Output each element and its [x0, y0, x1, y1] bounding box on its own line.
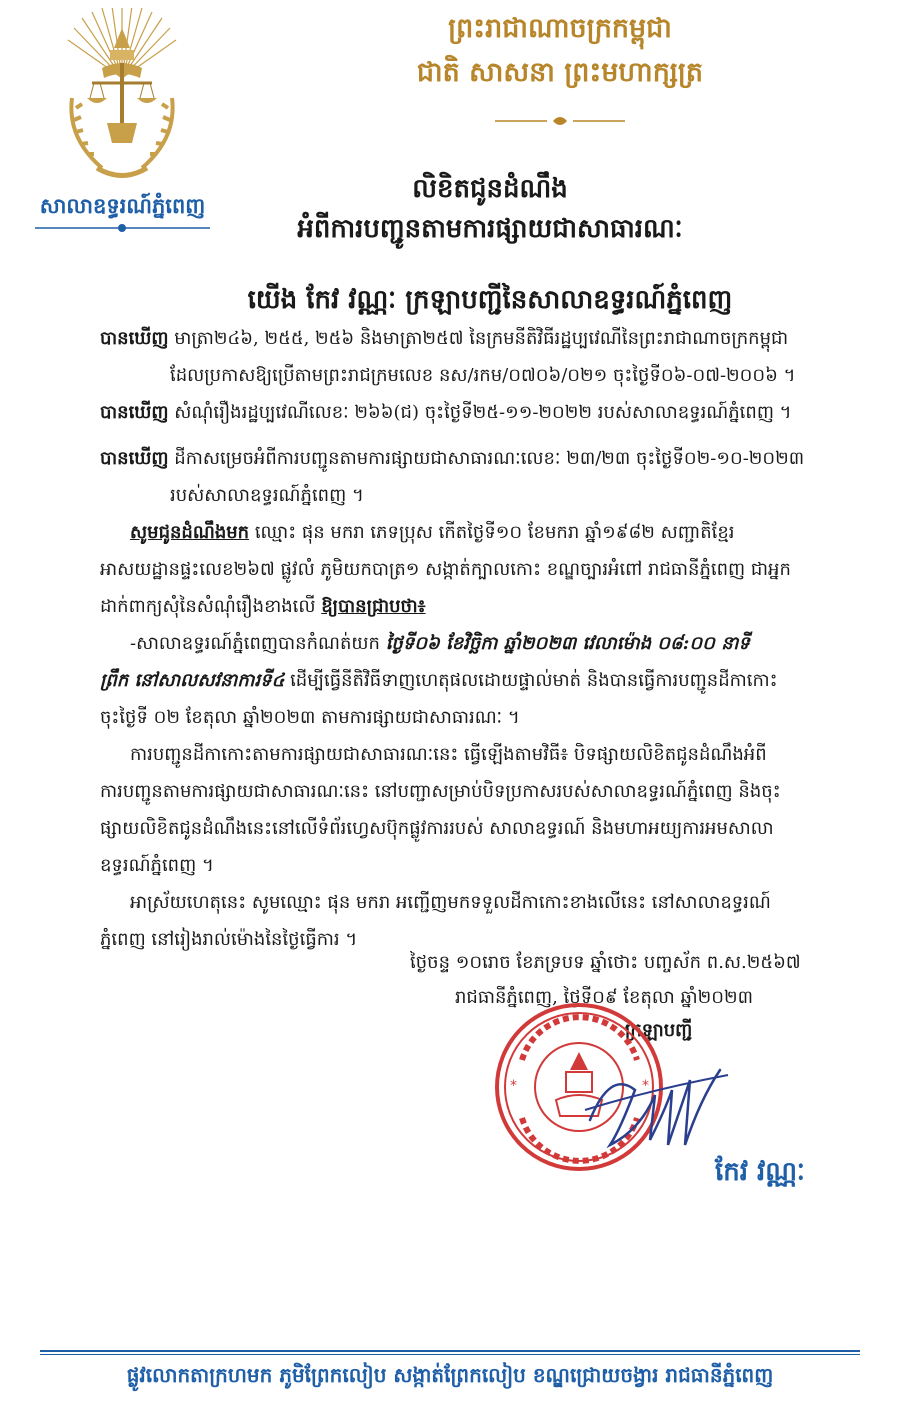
recital-lead: បានឃើញ [100, 328, 169, 349]
svg-text:*: * [642, 1078, 649, 1094]
closing-paragraph: អាស្រ័យហេតុនេះ សូមឈ្មោះ ផុន មករា អញ្ជើញមកទទួលដីកាកោះខាងលើនេះ នៅសាលាឧទ្ធរណ៍ ភ្នំពេញ នៅរៀងរាល់ម៉ោងនៃថ្ងៃធ្វើការ ។ [100, 892, 771, 950]
royal-emblem-logo [62, 8, 182, 188]
notice-paragraph: សូមជូនដំណឹងមក ឈ្មោះ ផុន មករា ភេទប្រុស កើតថ្ងៃទី១០ ខែមករា ឆ្នាំ១៩៨២ សញ្ជាតិខ្មែរ អាសយដ្ឋានផ្ទះលេខ២៦៧ ផ្លូវលំ ភូមិយកបាត្រ១ សង្កាត់ក្បាលកោះ ខណ្ឌច្បារអំពៅ រាជធានីភ្នំពេញ ជាអ្នក ដាក់ពាក្យសុំនៃសំណុំរឿងខាងលើ ឱ្យបានជ្រាបថា៖ [100, 522, 791, 617]
place-date: រាជធានីភ្នំពេញ, ថ្ងៃទី០៩ ខែតុលា ឆ្នាំ២០២៣ [455, 987, 753, 1008]
hearing-paragraph: -សាលាឧទ្ធរណ៍ភ្នំពេញបានកំណត់យក ថ្ងៃទី០៦ ខែវិច្ឆិកា ឆ្នាំ២០២៣ វេលាម៉ោង ០៨:០០ នាទី ព្រឹក នៅសាលសវនាការទី៤ ដើម្បីធ្វើនីតិវិធីទាញហេតុផលដោយផ្ទាល់មាត់ និងបានធ្វើការបញ្ជូនដីកាកោះ ចុះថ្ងៃទី ០២ ខែតុលា ឆ្នាំ២០២៣ តាមការផ្សាយជាសាធារណៈ ។ [100, 633, 778, 728]
lunar-date: ថ្ងៃចន្ទ ១០រោច ខែភទ្របទ ឆ្នាំថោះ បញ្ចស័ក ព.ស.២៥៦៧ [410, 952, 801, 973]
issuer-line: យើង កែវ វណ្ណៈ ក្រឡាបញ្ជីនៃសាលាឧទ្ធរណ៍ភ្នំពេញ [247, 285, 733, 315]
recital-2: បានឃើញ សំណុំរឿងរដ្ឋប្បវេណីលេខៈ ២៦៦(ជ) ចុះថ្ងៃទី២៥-១១-២០២២ របស់សាលាឧទ្ធរណ៍ភ្នំពេញ ។ [100, 402, 792, 423]
court-name: សាលាឧទ្ធរណ៍ភ្នំពេញ [39, 193, 206, 218]
signer-role: ក្រឡាបញ្ជី [625, 1020, 693, 1041]
recital-lead: បានឃើញ [100, 402, 169, 423]
svg-text:*: * [510, 1078, 517, 1094]
recital-lead: បានឃើញ [100, 448, 169, 469]
footer-divider [40, 1354, 860, 1355]
national-motto: ជាតិ សាសនា ព្រះមហាក្សត្រ [416, 57, 704, 88]
footer-address: ផ្លូវលោកតាក្រហមក ភូមិព្រែកលៀប សង្កាត់ព្រែកលៀប ខណ្ឌជ្រោយចង្វារ រាជធានីភ្នំពេញ [126, 1363, 774, 1387]
footer-divider [40, 1350, 860, 1352]
handwritten-signature [580, 1050, 730, 1160]
notice-lead: សូមជូនដំណឹងមក [130, 522, 250, 543]
document-title: លិខិតជូនដំណឹង [412, 174, 568, 204]
document-subtitle: អំពីការបញ្ជូនតាមការផ្សាយជាសាធារណៈ [297, 214, 683, 244]
kingdom-name: ព្រះរាជាណាចក្រកម្ពុជា [448, 13, 672, 44]
signer-name: កែវ វណ្ណៈ [715, 1157, 805, 1187]
hearing-room: ព្រឹក នៅសាលសវនាការទី៤ [100, 670, 285, 691]
ornament-divider [495, 113, 625, 129]
hearing-date: ថ្ងៃទី០៦ ខែវិច្ឆិកា ឆ្នាំ២០២៣ វេលាម៉ោង ០៨:០០ នាទី [385, 633, 750, 654]
method-paragraph: ការបញ្ជូនដីកាកោះតាមការផ្សាយជាសាធារណៈនេះ ធ្វើឡើងតាមវិធី៖ បិទផ្សាយលិខិតជូនដំណឹងអំពី ការបញ្ជូនតាមការផ្សាយជាសាធារណៈនេះ នៅបញ្ជាសម្រាប់បិទប្រកាសរបស់សាលាឧទ្ធរណ៍ភ្នំពេញ និងចុះ ផ្សាយលិខិតជូនដំណឹងនេះនៅលើទំព័រហ្វេសប៊ុកផ្លូវការរបស់ សាលាឧទ្ធរណ៍ និងមហាអយ្យការអមសាលា ឧទ្ធរណ៍ភ្នំពេញ ។ [100, 744, 781, 876]
recital-3: បានឃើញ ដីកាសម្រេចអំពីការបញ្ជូនតាមការផ្សាយជាសាធារណៈលេខៈ ២៣/២៣ ចុះថ្ងៃទី០២-១០-២០២៣ របស់សាលាឧទ្ធរណ៍ភ្នំពេញ ។ [100, 448, 805, 506]
notice-emphasis: ឱ្យបានជ្រាបថា៖ [321, 596, 426, 617]
recital-1: បានឃើញ មាត្រា២៤៦, ២៥៥, ២៥៦ និងមាត្រា២៥៧ នៃក្រមនីតិវិធីរដ្ឋប្បវេណីនៃព្រះរាជាណាចក្រកម្ពុជា ដែលប្រកាសឱ្យប្រើតាមព្រះរាជក្រមលេខ នស/រកម/០៧០៦/០២១ ចុះថ្ងៃទី០៦-០៧-២០០៦ ។ [100, 328, 796, 386]
